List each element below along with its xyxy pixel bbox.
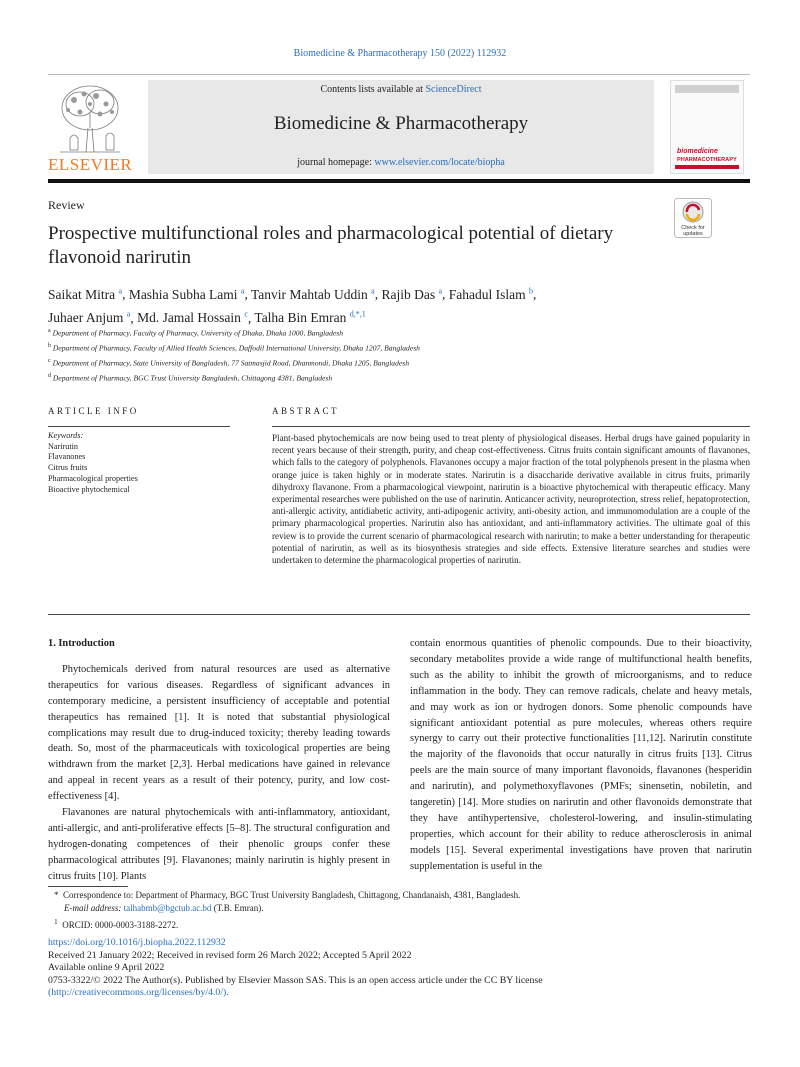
author[interactable]: Rajib Das $^a$ <box>381 286 443 302</box>
license-link[interactable]: (http://creativecommons.org/licenses/by/4.0/). <box>48 987 229 999</box>
keywords-block <box>48 431 230 495</box>
check-badge-line2: updates <box>683 231 703 237</box>
homepage-prefix: journal homepage: <box>297 157 375 168</box>
keywords-label: Keywords: <box>48 431 84 440</box>
article-info-rule <box>48 426 230 427</box>
footnotes <box>54 889 754 932</box>
keyword: Bioactive phytochemical <box>48 484 130 494</box>
journal-cover-thumbnail[interactable] <box>670 80 744 174</box>
author[interactable]: Mashia Subha Lami $^a$ <box>128 286 245 302</box>
author[interactable]: Juhaer Anjum $^a$ <box>48 309 131 325</box>
section-heading-introduction: 1. Introduction <box>48 638 115 649</box>
body-column-right <box>410 636 752 875</box>
email-link[interactable]: talhabmb@bgctub.ac.bd <box>123 903 212 913</box>
keyword: Narirutin <box>48 441 79 451</box>
check-badge-line1: Check for <box>681 225 705 231</box>
masthead-bottom-rule <box>48 179 750 183</box>
affiliation: $^c$ Department of Pharmacy, State University of Bangladesh, 77 Satmasjid Road, Dhanmondi, Dhaka 1205, Bangladesh <box>48 358 410 368</box>
email-footnote: E-mail address: talhabmb@bgctub.ac.bd (T.B. Emran). <box>64 903 264 913</box>
journal-citation[interactable]: Biomedicine & Pharmacotherapy 150 (2022) 112932 <box>293 48 507 59</box>
cover-image-icon <box>671 81 743 173</box>
article-info-heading: ARTICLE INFO <box>48 406 139 416</box>
cover-title-line1: biomedicine <box>677 148 718 155</box>
affiliation-list <box>48 325 688 385</box>
orcid-footnote: $^1$ ORCID: 0000-0003-3188-2272. <box>54 917 179 930</box>
abstract-text: Plant-based phytochemicals are now being used to treat plenty of physiological diseases. Herbal drugs have gained popularity in recent years because of their strength, purity, and cheap cost-effectiveness. Citrus fruits contain significant amounts of flavanones, which falls to the category of polyphenols. Flavanones occupy a major fraction of the total polyphenols present in the plasma when orange juice is taken highly or in moderate states. Narirutin is a disaccharide derivative available in citrus fruits, primarily dihydroxy flavanone. From a pharmacological viewpoint, narirutin is a bioactive phytochemical with therapeutic efficacy. Many experimental researches were published on the use of narirutin. Anticancer activity, neuroprotection, stress relief, hepatoprotection, anti-allergic activity, antidiabetic activity, anti-adipogenic activity, anti-obesity action, and immunomodulation are a couple of the primary pharmacological properties. Narirutin also has antioxidant, and anti-inflammatory activities. The ultimate goal of this review is to provide the current scenario of pharmacological research with narirutin; to make a better understanding for therapeutic potential of narirutin, as well as its biosynthesis strategies and side effects. Extensive literature searches and studies were undertaken to determine the pharmacological properties of narirutin. <box>272 433 750 566</box>
masthead-top-rule <box>48 74 750 75</box>
keyword: Citrus fruits <box>48 463 88 473</box>
received-dates: Received 21 January 2022; Received in revised form 26 March 2022; Accepted 5 April 2022 <box>48 949 412 961</box>
affiliation: $^d$ Department of Pharmacy, BGC Trust University Bangladesh, Chittagong 4381, Bangladesh <box>48 373 333 383</box>
author[interactable]: Saikat Mitra $^a$ <box>48 286 123 302</box>
article-title: Prospective multifunctional roles and pharmacological potential of dietary flavonoid narirutin <box>48 223 614 268</box>
contents-line <box>148 84 654 95</box>
publication-info <box>48 937 750 1000</box>
journal-title: Biomedicine & Pharmacotherapy <box>273 113 529 134</box>
elsevier-tree-logo-icon <box>50 82 128 154</box>
sciencedirect-link[interactable]: ScienceDirect <box>425 84 482 95</box>
body-paragraph: contain enormous quantities of phenolic compounds. Due to their bioactivity, secondary metabolites provide a wide range of multifunctional health benefits, such as the ability to inhibit the growth of microorganisms, and to reduce inflammation in the body. They can remove radicals, chelate and heavy metals, and may work as ion or hydrogen donors. Some phenolic compounds have significant antioxidant potential as pure molecules, whereas others require synergy to carry out their protective functionalities [11,12]. Narirutin constitute the majority of the flavonoids that occur naturally in citrus fruits [13]. Citrus peels are the main source of many important flavonoids, flavanones (hesperidin and narirutin), and polymethoxyflavones (PMFs; sinensetin, nobiletin, and tangeretin) [14]. More studies on narirutin and other flavonoids demonstrate that they have antihypertensive, cholesterol-lowering, and insulin-stimulating properties, which account for their ability to reduce atherosclerosis in animal models [15]. Several experimental investigations have proven that narirutin supplementation is useful in the <box>410 638 752 872</box>
cover-title-line2: PHARMACOTHERAPY <box>677 157 737 163</box>
contents-prefix: Contents lists available at <box>320 84 426 95</box>
article-type: Review <box>48 198 85 212</box>
affiliation: $^b$ Department of Pharmacy, Faculty of Allied Health Sciences, Daffodil International University, Dhaka 1207, Bangladesh <box>48 343 420 353</box>
footnote-rule <box>48 886 128 887</box>
abstract-bottom-rule <box>48 614 750 615</box>
author-list: Saikat Mitra $^a$, Mashia Subha Lami $^a$, Tanvir Mahtab Uddin $^a$, Rajib Das $^a$, Fahadul Islam $^b$, Juhaer Anjum $^a$, Md. Jamal Hossain $^c$, Talha Bin Emran $^{d,*,1}$ <box>48 286 537 325</box>
affiliation: $^a$ Department of Pharmacy, Faculty of Pharmacy, University of Dhaka, Dhaka 1000, Bangladesh <box>48 328 343 338</box>
check-for-updates-icon <box>674 198 712 238</box>
license-text: 0753-3322/© 2022 The Author(s). Published by Elsevier Masson SAS. This is an open access article under the CC BY license <box>48 974 543 986</box>
correspondence-footnote: * Correspondence to: Department of Pharmacy, BGC Trust University Bangladesh, Chittagong, Chandanaish, 4381, Bangladesh. <box>54 890 521 900</box>
author[interactable]: Fahadul Islam $^b$ <box>448 286 534 302</box>
abstract-rule <box>272 426 750 427</box>
homepage-link[interactable]: www.elsevier.com/locate/biopha <box>374 157 505 168</box>
online-date: Available online 9 April 2022 <box>48 962 165 974</box>
author[interactable]: Talha Bin Emran $^{d,*,1}$ <box>254 309 366 325</box>
abstract-heading: ABSTRACT <box>272 406 340 416</box>
author[interactable]: Tanvir Mahtab Uddin $^a$ <box>251 286 375 302</box>
body-paragraph: Flavanones are natural phytochemicals with anti-inflammatory, antioxidant, anti-allergic, and anti-proliferative effects [5–8]. The structural configuration and hydrogen-donating competences of their phenolic groups confer these pharmacological attributes [9]. Flavanones; mainly narirutin is highly present in citrus fruits [10]. Plants <box>48 807 390 882</box>
body-column-left <box>48 636 390 885</box>
author[interactable]: Md. Jamal Hossain $^c$ <box>137 309 248 325</box>
keyword: Pharmacological properties <box>48 473 138 483</box>
homepage-line <box>148 157 654 168</box>
elsevier-logo-text[interactable]: ELSEVIER <box>48 155 133 174</box>
doi-link[interactable]: https://doi.org/10.1016/j.biopha.2022.112932 <box>48 937 226 948</box>
body-paragraph: Phytochemicals derived from natural resources are used as alternative therapeutics for various diseases. Regardless of significant advances in contemporary medicine, a persistent insufficiency of acceptable and potential therapeutics has remained [1]. It is noted that substantial physiological complications may result due to drug-induced toxicity; thereby leading towards death. So, most of the pharmaceuticals with toxicological properties are being withdrawn from the market [2,3]. Herbal medications have gained in relevance and appeal in recent years as a result of their potency, purity, and low cost-effectiveness [4]. <box>48 663 390 803</box>
keyword: Flavanones <box>48 452 86 462</box>
check-for-updates-badge[interactable] <box>674 198 712 238</box>
